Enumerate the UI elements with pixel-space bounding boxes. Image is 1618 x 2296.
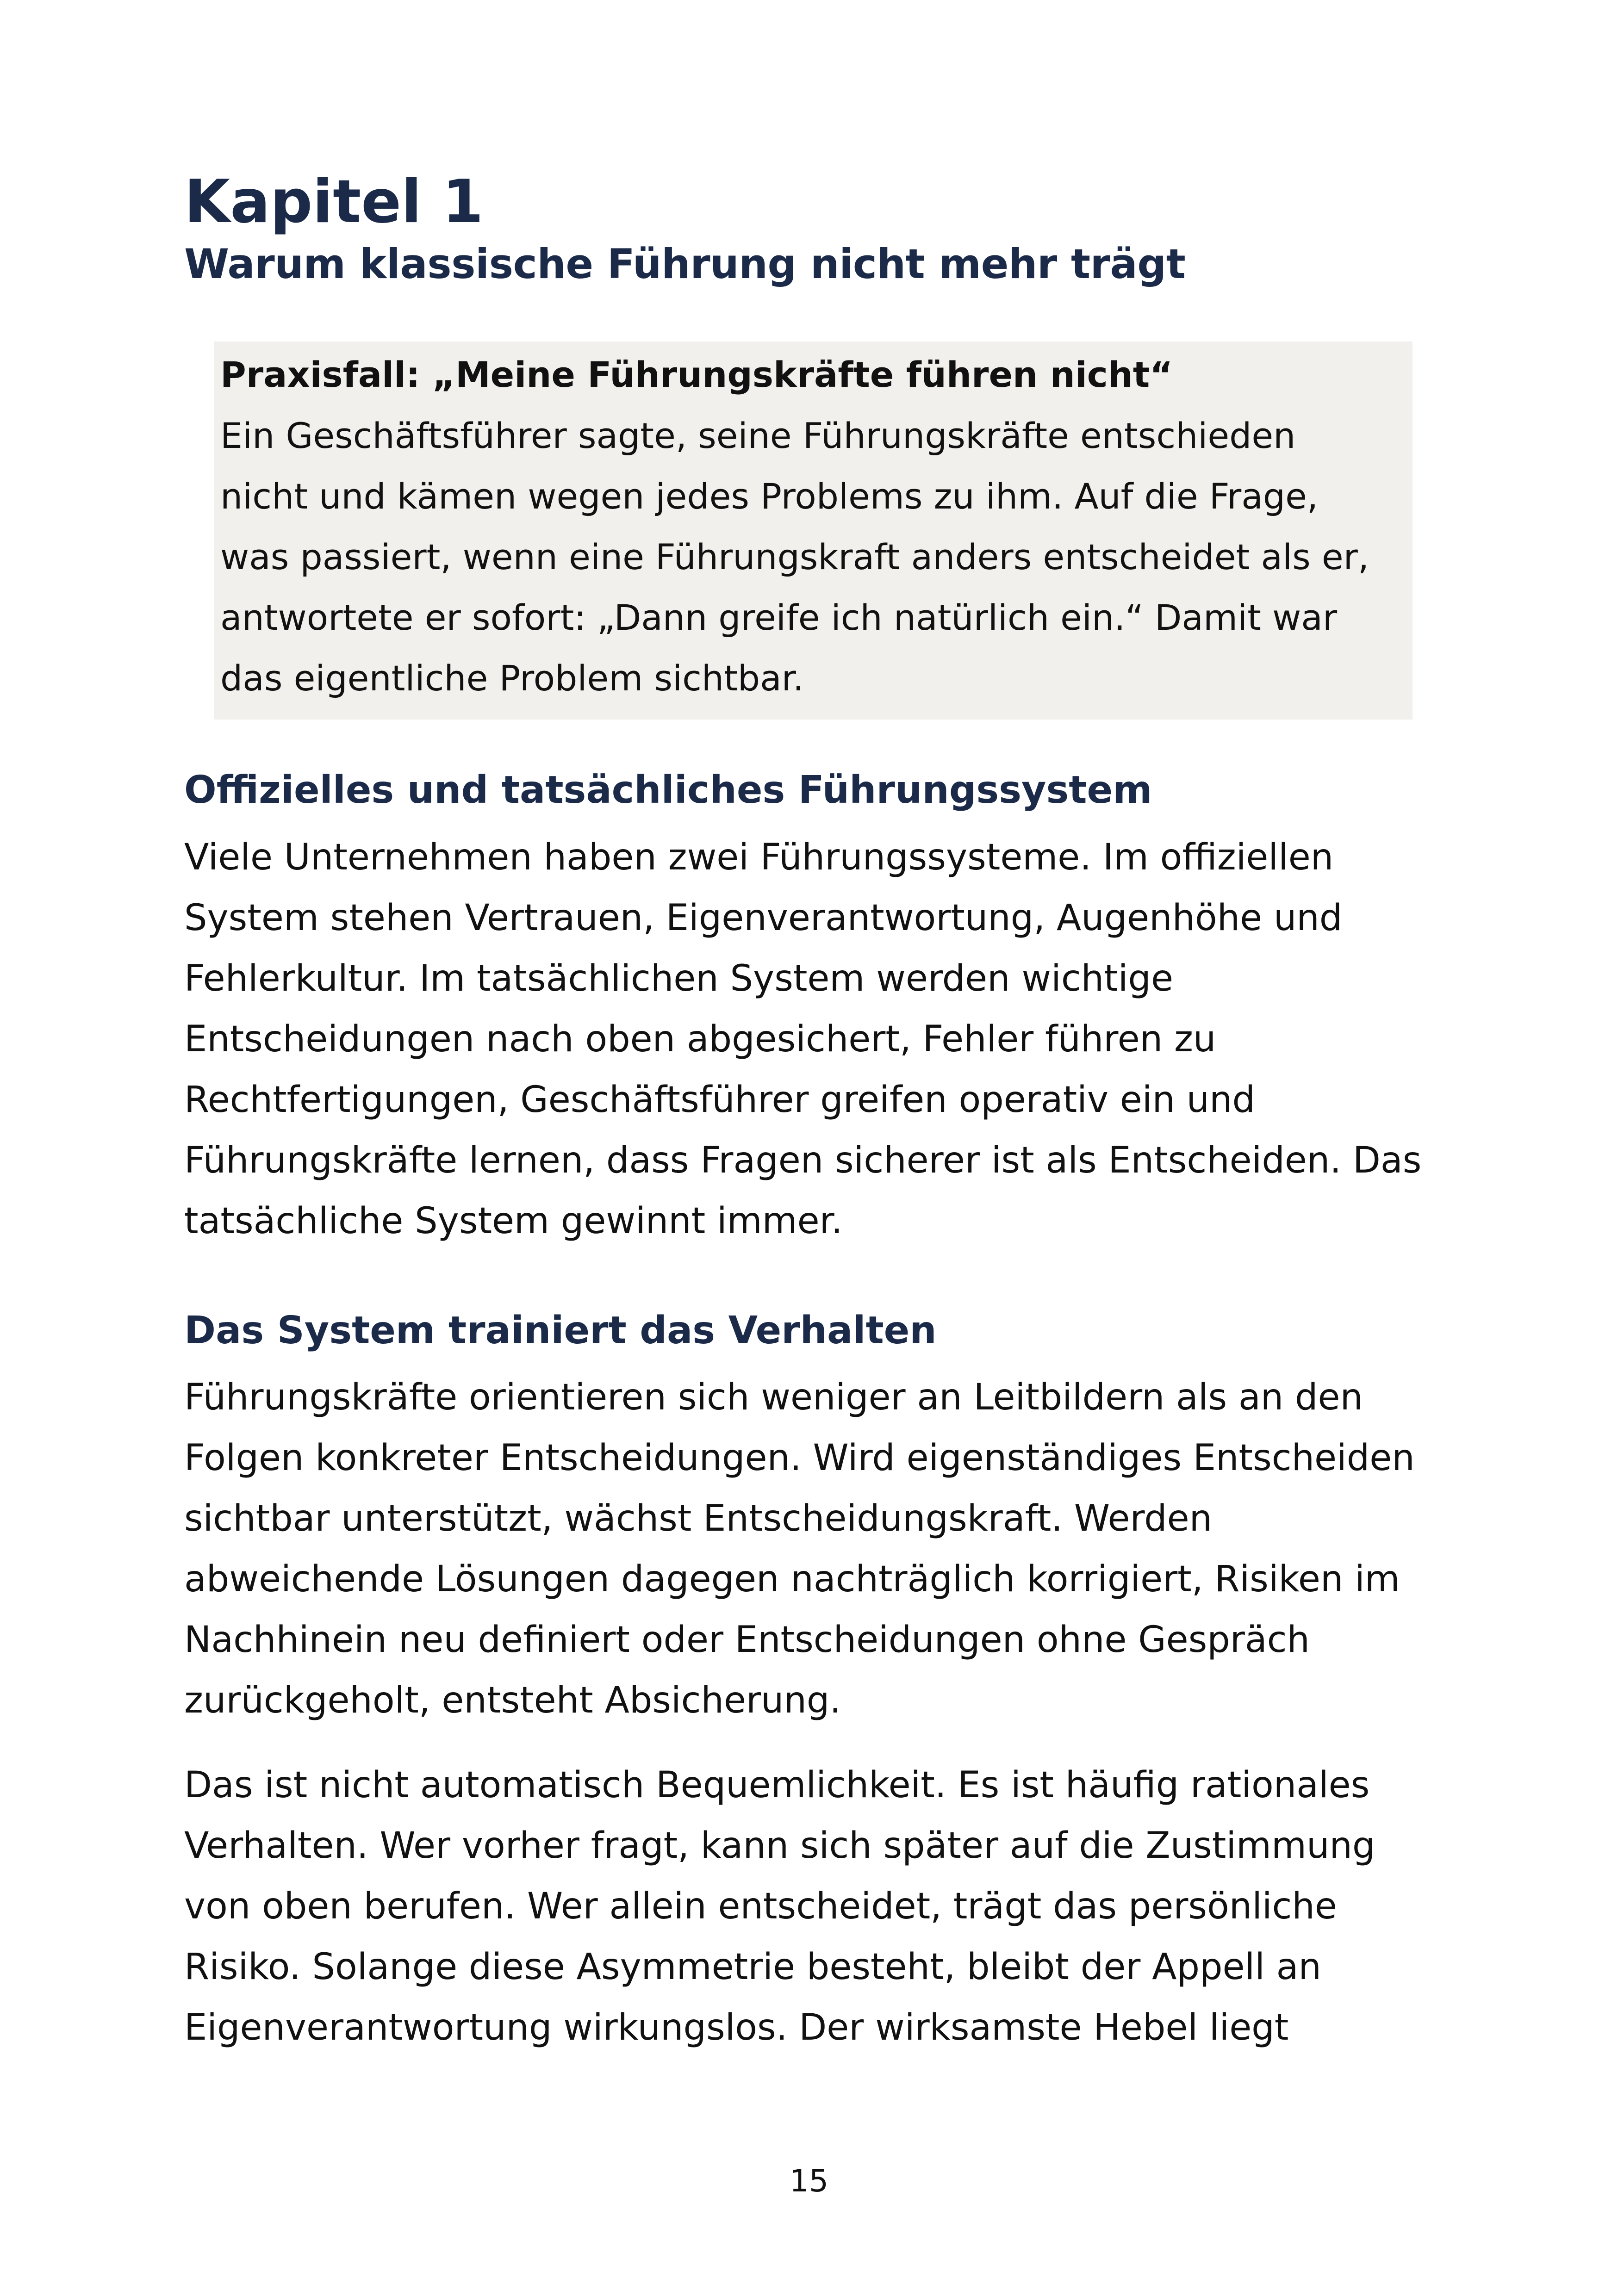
section-heading-official-system: Offizielles und tatsächliches Führungssystem [184,768,1152,812]
text-line: System stehen Vertrauen, Eigenverantwortung, Augenhöhe und [184,897,1343,939]
case-study-line: antwortete er sofort: „Dann greife ich natürlich ein.“ Damit war [220,596,1338,638]
case-study-line: nicht und kämen wegen jedes Problems zu ihm. Auf die Frage, [220,475,1318,517]
text-line: Führungskräfte lernen, dass Fragen sicherer ist als Entscheiden. Das [184,1139,1422,1181]
case-study-line: das eigentliche Problem sichtbar. [220,657,804,699]
text-line: von oben berufen. Wer allein entscheidet, trägt das persönliche [184,1886,1337,1928]
paragraph-system-trains-1 [184,1367,1448,1731]
text-line: sichtbar unterstützt, wächst Entscheidungskraft. Werden [184,1498,1213,1540]
chapter-label: Kapitel 1 [184,168,484,236]
page-number: 15 [790,2163,828,2199]
case-study-title: Praxisfall: „Meine Führungskräfte führen nicht“ [220,354,1173,395]
text-line: Nachhinein neu definiert oder Entscheidungen ohne Gespräch [184,1619,1310,1661]
text-line: Entscheidungen nach oben abgesichert, Fehler führen zu [184,1018,1216,1060]
case-study-line: was passiert, wenn eine Führungskraft anders entscheidet als er, [220,536,1369,577]
text-line: Viele Unternehmen haben zwei Führungssysteme. Im offiziellen [184,836,1334,878]
case-study-box [214,341,1413,720]
text-line: Führungskräfte orientieren sich weniger an Leitbildern als an den [184,1377,1363,1419]
text-line: zurückgeholt, entsteht Absicherung. [184,1680,841,1722]
case-study-line: Ein Geschäftsführer sagte, seine Führungskräfte entschieden [220,415,1296,456]
text-line: Eigenverantwortung wirkungslos. Der wirksamste Hebel liegt [184,2007,1289,2049]
text-line: tatsächliche System gewinnt immer. [184,1200,843,1242]
paragraph-system-trains-2 [184,1755,1448,2058]
text-line: Rechtfertigungen, Geschäftsführer greifen operativ ein und [184,1079,1256,1121]
text-line: Das ist nicht automatisch Bequemlichkeit. Es ist häufig rationales [184,1764,1370,1806]
paragraph-official-system [184,827,1448,1252]
case-study-text [220,405,1399,708]
text-line: Verhalten. Wer vorher fragt, kann sich später auf die Zustimmung [184,1825,1375,1867]
section-heading-system-trains: Das System trainiert das Verhalten [184,1308,937,1353]
page-content [184,167,1448,2058]
text-line: Fehlerkultur. Im tatsächlichen System werden wichtige [184,957,1173,999]
chapter-title: Warum klassische Führung nicht mehr trägt [184,240,1186,288]
text-line: abweichende Lösungen dagegen nachträglich korrigiert, Risiken im [184,1558,1400,1601]
text-line: Risiko. Solange diese Asymmetrie besteht, bleibt der Appell an [184,1946,1321,1988]
text-line: Folgen konkreter Entscheidungen. Wird eigenständiges Entscheiden [184,1437,1415,1479]
